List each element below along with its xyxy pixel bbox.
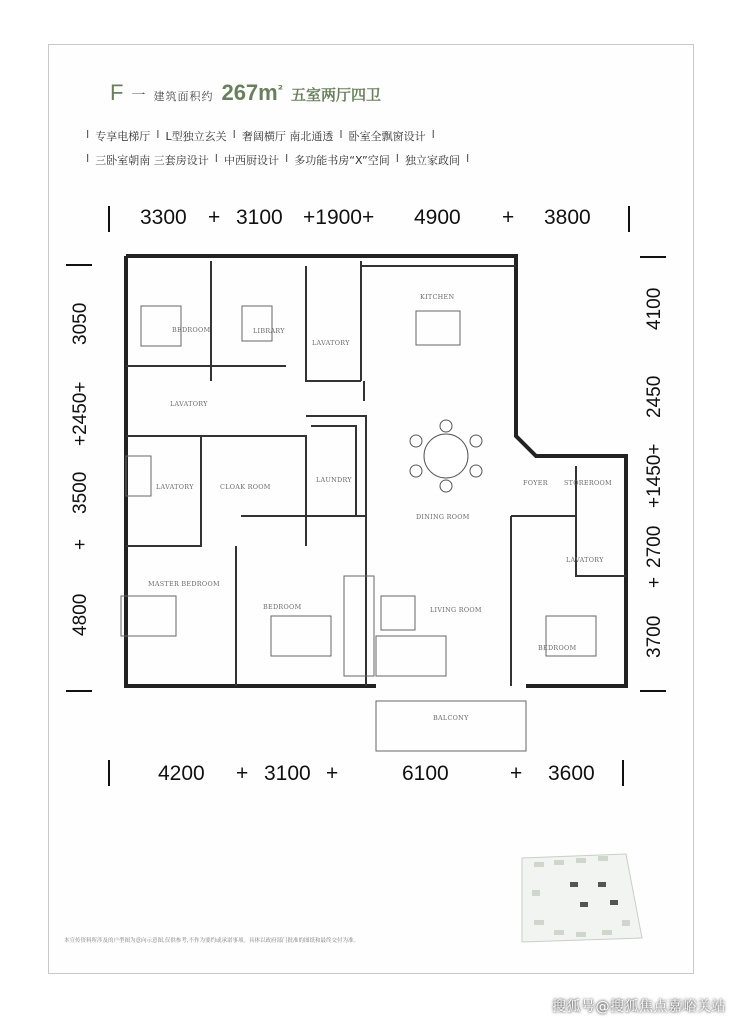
header-dash: 一 bbox=[131, 88, 146, 104]
room-label: LIVING ROOM bbox=[430, 606, 482, 614]
floor-plan bbox=[106, 246, 636, 758]
dim-right-3: +1450+ bbox=[644, 443, 665, 508]
layout-text: 五室两厅四卫 bbox=[291, 86, 382, 104]
feature-item: 奢阔横厅 南北通透 bbox=[241, 130, 334, 143]
room-label: BEDROOM bbox=[538, 644, 577, 652]
dim-tick bbox=[108, 760, 110, 786]
dim-bottom-4: 3600 bbox=[548, 762, 595, 785]
room-label: KITCHEN bbox=[420, 293, 455, 301]
feature-item: 三卧室朝南 三套房设计 bbox=[95, 154, 209, 167]
area-value: 267m bbox=[221, 80, 278, 105]
dim-top-plus: + bbox=[208, 206, 221, 229]
plan-header bbox=[110, 80, 381, 106]
dim-right-4: 2700 bbox=[644, 525, 665, 568]
dim-top-1: 3300 bbox=[140, 206, 187, 229]
room-label: LIBRARY bbox=[253, 327, 285, 335]
feature-item: 多功能书房“X”空间 bbox=[294, 154, 390, 167]
dim-top-5: 3800 bbox=[544, 206, 591, 229]
dim-bottom-plus: + bbox=[236, 762, 249, 785]
area-figure bbox=[221, 80, 283, 106]
dim-left-4: 4800 bbox=[70, 593, 91, 636]
unit-type: F bbox=[110, 80, 124, 105]
dim-right-5: 3700 bbox=[644, 615, 665, 658]
dim-tick bbox=[628, 206, 630, 232]
feature-item: L型独立玄关 bbox=[165, 130, 227, 143]
feature-item: 专享电梯厅 bbox=[95, 130, 151, 143]
watermark-text: 搜狐号@搜狐焦点嘉峪关站 bbox=[552, 999, 726, 1015]
dining-table bbox=[410, 420, 482, 492]
dim-right-plus: + bbox=[644, 576, 665, 588]
feature-item: 独立家政间 bbox=[405, 154, 460, 167]
dim-tick bbox=[108, 206, 110, 232]
room-label: FOYER bbox=[523, 479, 548, 487]
disclaimer-text: 本宣传资料所涉及的户型图为意向示意图,仅供参考,不作为要约或承诺事项。具体以政府部门批准的图纸和最终交付为准。 bbox=[64, 938, 360, 944]
dim-tick bbox=[640, 256, 666, 258]
dim-left-2: +2450+ bbox=[70, 381, 91, 446]
dim-bottom-2: 3100 bbox=[264, 762, 311, 785]
room-label: LAVATORY bbox=[170, 400, 208, 408]
room-label: CLOAK ROOM bbox=[220, 483, 271, 491]
features-row-2: Ⅰ 三卧室朝南 三套房设计 Ⅰ 中西厨设计 Ⅰ 多功能书房“X”空间 Ⅰ 独立家政间 Ⅰ bbox=[86, 152, 470, 167]
dim-top-plus: + bbox=[502, 206, 515, 229]
room-label: MASTER BEDROOM bbox=[148, 580, 220, 588]
area-unit: ² bbox=[277, 82, 283, 97]
room-label: STOREROOM bbox=[564, 479, 612, 487]
dim-left-plus: + bbox=[70, 538, 91, 550]
dim-tick bbox=[66, 264, 92, 266]
room-label: LAVATORY bbox=[156, 483, 194, 491]
room-label: BALCONY bbox=[433, 714, 469, 722]
feature-item: 卧室全飘窗设计 bbox=[348, 130, 426, 143]
room-label: LAUNDRY bbox=[316, 476, 352, 484]
dim-bottom-plus: + bbox=[510, 762, 523, 785]
dim-right-1: 4100 bbox=[644, 287, 665, 330]
dim-bottom-1: 4200 bbox=[158, 762, 205, 785]
dim-right-2: 2450 bbox=[644, 375, 665, 418]
site-plan-map bbox=[514, 850, 650, 946]
dim-top-2: 3100 bbox=[236, 206, 283, 229]
dim-tick bbox=[66, 690, 92, 692]
dim-top-3: +1900+ bbox=[303, 206, 375, 229]
dim-left-3: 3500 bbox=[70, 471, 91, 514]
dim-tick bbox=[622, 760, 624, 786]
room-label: LAVATORY bbox=[312, 339, 350, 347]
room-label: BEDROOM bbox=[172, 326, 211, 334]
dim-left-1: 3050 bbox=[70, 302, 91, 345]
dim-bottom-plus: + bbox=[326, 762, 339, 785]
dim-tick bbox=[640, 690, 666, 692]
room-label: DINING ROOM bbox=[416, 513, 470, 521]
interior-walls bbox=[126, 261, 626, 686]
room-label: BEDROOM bbox=[263, 603, 302, 611]
area-label: 建筑面积约 bbox=[153, 90, 214, 103]
feature-item: 中西厨设计 bbox=[224, 154, 279, 167]
features-row-1: Ⅰ 专享电梯厅 Ⅰ L型独立玄关 Ⅰ 奢阔横厅 南北通透 Ⅰ 卧室全飘窗设计 Ⅰ bbox=[86, 128, 435, 143]
room-label: LAVATORY bbox=[566, 556, 604, 564]
dim-bottom-3: 6100 bbox=[402, 762, 449, 785]
dim-top-4: 4900 bbox=[414, 206, 461, 229]
